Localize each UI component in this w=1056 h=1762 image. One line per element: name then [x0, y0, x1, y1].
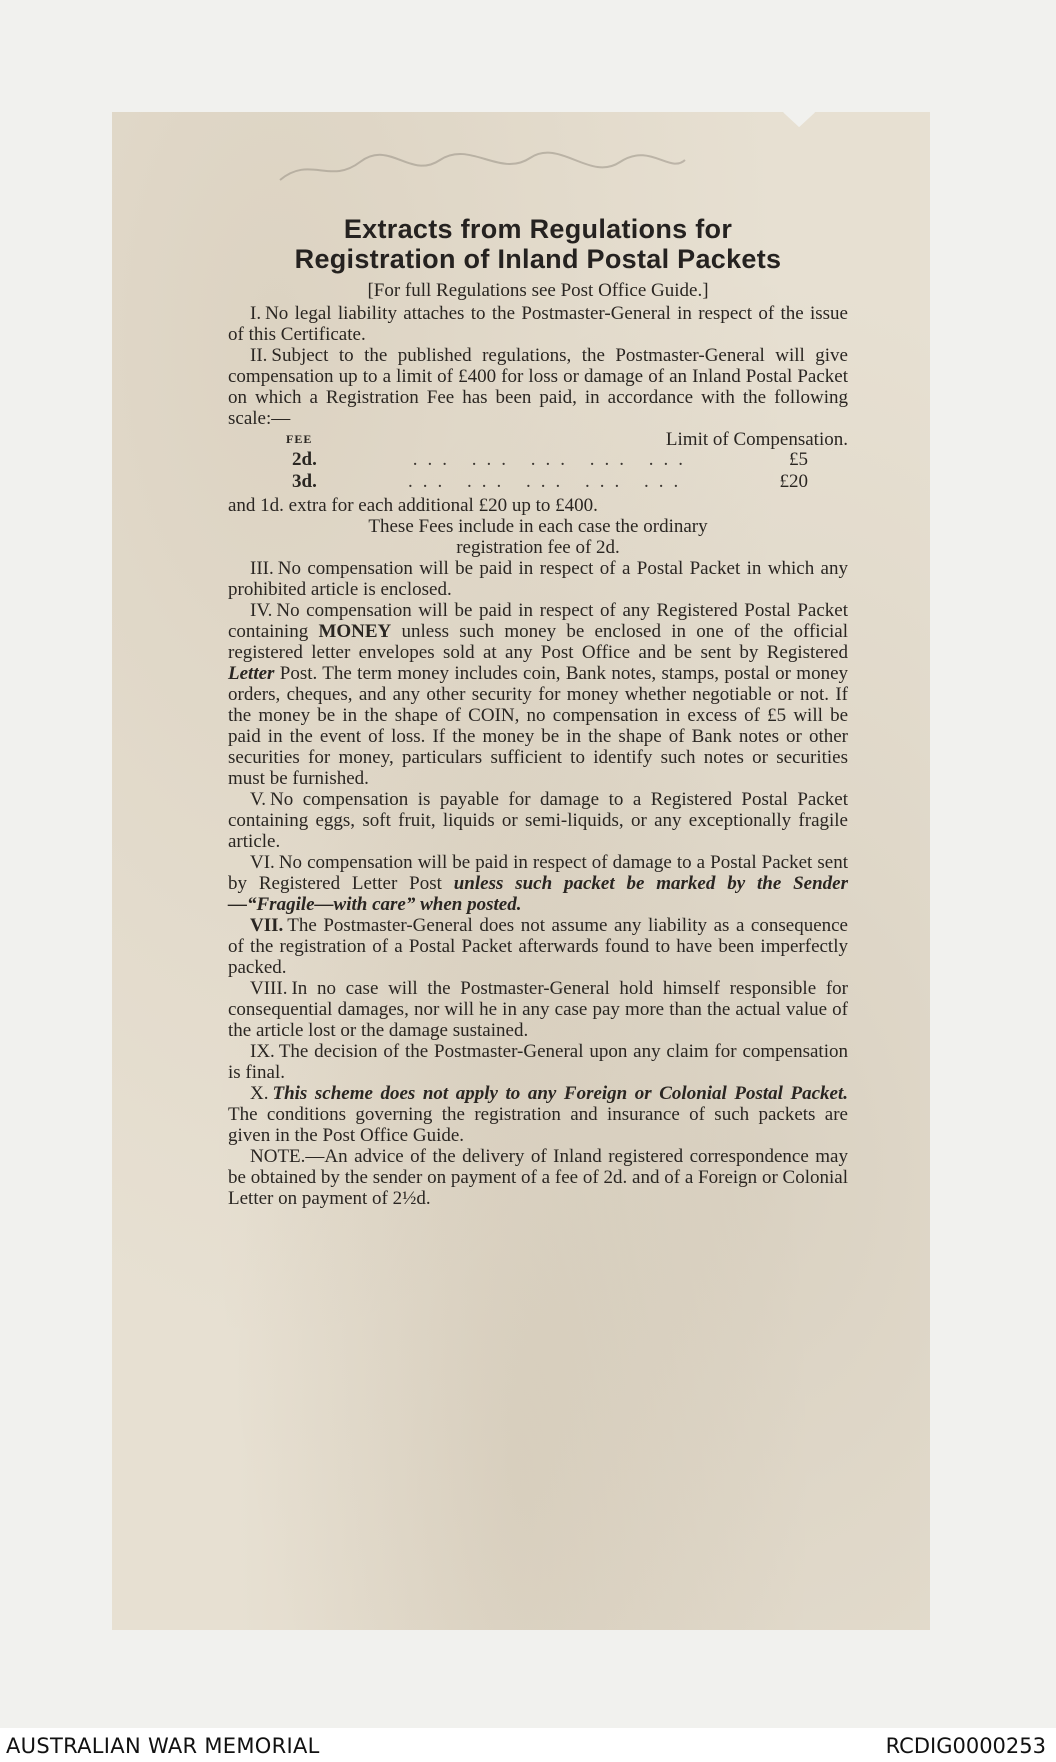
money-term: MONEY — [318, 621, 392, 642]
section-number: IV. — [250, 600, 273, 621]
institution-label: AUSTRALIAN WAR MEMORIAL — [6, 1734, 320, 1758]
document-title — [228, 214, 848, 274]
section-2 — [228, 345, 848, 429]
fees-note-line-2: registration fee of 2d. — [456, 537, 620, 558]
fee-header: FEE — [286, 432, 313, 446]
section-text: The Postmaster-General does not assume any liability as a consequence of the registration of a Postal Packet afterwards found to have been imperfectly packed. — [228, 915, 848, 978]
limit-value: £20 — [779, 471, 808, 492]
note-text: An advice of the delivery of Inland registered correspondence may be obtained by the sender on payment of a fee of 2d. and of a Foreign or Colonial Letter on payment of 2½d. — [228, 1146, 848, 1209]
section-5 — [228, 789, 848, 852]
section-text: Subject to the published regulations, the Postmaster-General will give compensation up to a limit of £400 for loss or damage of an Inland Postal Packet on which a Registration Fee has been paid, in accordance with the following scale:— — [228, 345, 848, 429]
section-italic-text: unless such packet be marked by the Sender—“Fragile—with care” when posted. — [228, 873, 848, 915]
fee-value: 3d. — [292, 471, 317, 492]
note-paragraph — [228, 1146, 848, 1209]
section-text: No legal liability attaches to the Postmaster-General in respect of the issue of this Certificate. — [228, 303, 848, 345]
letter-term: Letter — [228, 663, 275, 684]
limit-value: £5 — [789, 449, 808, 470]
section-text: Post. The term money includes coin, Bank notes, stamps, postal or money orders, cheques, and any other security for money whether negotiable or not. If the money be in the shape of COIN, no compensation in excess of £5 will be paid in the event of loss. If the money be in the shape of Bank notes or other securities for money, particulars sufficient to identify such notes or securities must be furnished. — [228, 663, 849, 789]
title-line-1: Extracts from Regulations for — [343, 214, 733, 244]
section-text: No compensation will be paid in respect of a Postal Packet in which any prohibited article is enclosed. — [228, 558, 848, 600]
leader-dots: ... ... ... ... ... — [412, 449, 694, 470]
leader-dots: ... ... ... ... ... — [408, 471, 689, 492]
section-text: The decision of the Postmaster-General upon any claim for compensation is final. — [228, 1041, 848, 1083]
section-text: No compensation is payable for damage to a Registered Postal Packet containing eggs, soft fruit, liquids or semi-liquids, or any exceptionally fragile article. — [228, 789, 848, 852]
extra-fee-line: and 1d. extra for each additional £20 up to £400. — [228, 495, 598, 516]
section-number: V. — [250, 789, 267, 810]
section-number: X. — [250, 1083, 269, 1104]
fee-table — [228, 429, 848, 495]
fee-row — [292, 471, 808, 492]
subnote: [For full Regulations see Post Office Guide.] — [367, 280, 709, 301]
regulations-text — [228, 214, 848, 1209]
record-id: RCDIG0000253 — [885, 1734, 1046, 1758]
section-text: No compensation will be paid in respect of any Registered Postal Packet containing — [228, 600, 848, 642]
section-number: I. — [250, 303, 262, 324]
section-7 — [228, 915, 848, 978]
section-number: III. — [250, 558, 274, 579]
section-text: No compensation will be paid in respect of damage to a Postal Packet sent by Registered Letter Post — [228, 852, 848, 894]
title-line-2: Registration of Inland Postal Packets — [294, 244, 782, 274]
section-1 — [228, 303, 848, 345]
section-6 — [228, 852, 848, 915]
section-number: VI. — [250, 852, 275, 873]
section-8 — [228, 978, 848, 1041]
section-10 — [228, 1083, 848, 1146]
section-9 — [228, 1041, 848, 1083]
limit-header: Limit of Compensation. — [665, 429, 848, 450]
section-4 — [228, 600, 848, 789]
section-number: VII. — [250, 915, 284, 936]
section-number: IX. — [250, 1041, 275, 1062]
fee-row — [292, 449, 808, 470]
section-text: unless such money be enclosed in one of the official registered letter envelopes sold at any Post Office and be sent by Registered — [228, 621, 848, 663]
section-text: The conditions governing the registration and insurance of such packets are given in the Post Office Guide. — [228, 1104, 848, 1146]
fee-value: 2d. — [292, 449, 317, 470]
section-number: II. — [250, 345, 268, 366]
section-text: In no case will the Postmaster-General hold himself responsible for consequential damages, nor will he in any case pay more than the actual value of the article lost or the damage sustained. — [228, 978, 848, 1041]
note-label: NOTE.— — [250, 1146, 325, 1167]
fees-note-line-1: These Fees include in each case the ordinary — [368, 516, 708, 537]
handwritten-scribble — [270, 150, 690, 190]
section-italic-text: This scheme does not apply to any Foreign or Colonial Postal Packet. — [272, 1083, 848, 1104]
section-number: VIII. — [250, 978, 288, 999]
section-3 — [228, 558, 848, 600]
